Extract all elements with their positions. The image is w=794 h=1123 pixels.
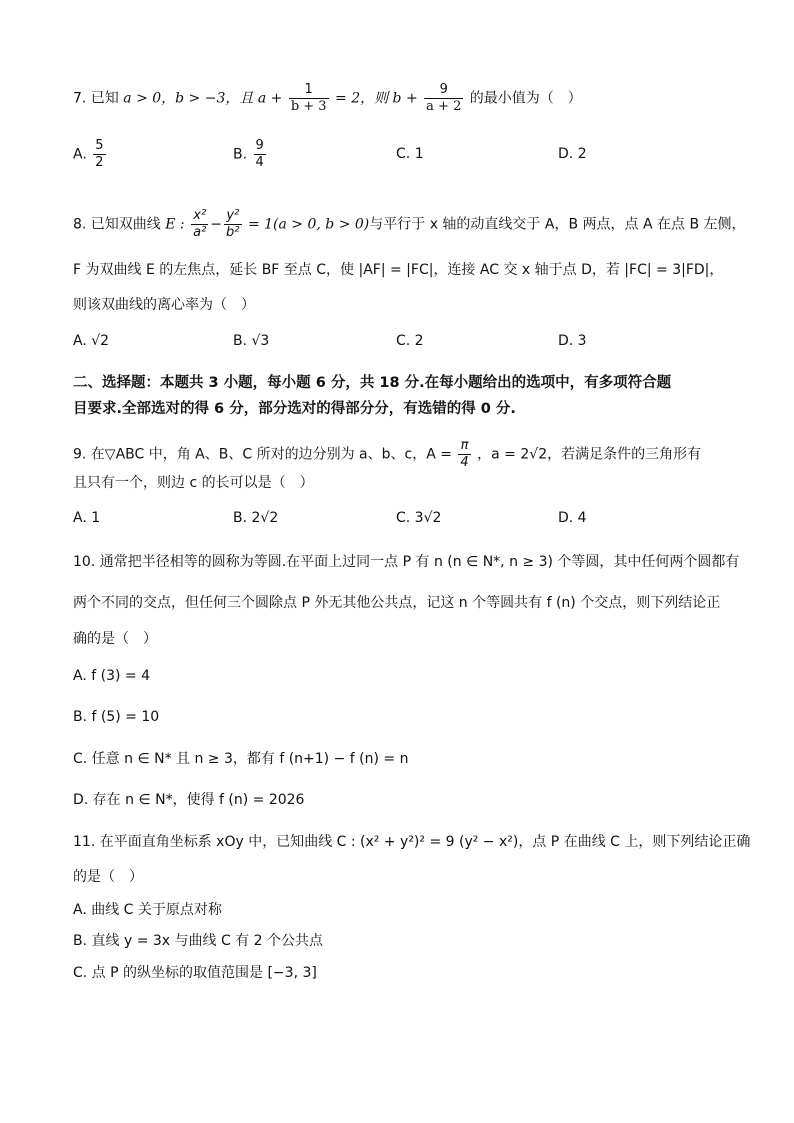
q7-opt-b-den: 4: [255, 155, 264, 170]
q8-frac2-num: y²: [224, 208, 241, 225]
q7-fraction-1: [289, 82, 329, 115]
q9-option-b: B. 2√2: [233, 510, 279, 526]
q8-pre: 8. 已知双曲线: [73, 216, 161, 233]
q7-option-a: [73, 138, 108, 171]
q7-opt-a-den: 2: [95, 155, 104, 170]
q9-option-d: D. 4: [558, 510, 587, 526]
q9-line-1: [73, 438, 701, 471]
q7-fraction-2: [424, 82, 463, 115]
q9-frac-den: 4: [460, 455, 469, 470]
q7-condition-2: = 2，则 b +: [335, 90, 418, 107]
q7-opt-b-num: 9: [255, 138, 264, 153]
q8-post: 与平行于 x 轴的动直线交于 A，B 两点，点 A 在点 B 左侧，: [369, 216, 746, 233]
q8-frac1-num: x²: [191, 208, 208, 225]
q7-frac1-den: b + 3: [290, 99, 327, 114]
q11-option-a: A. 曲线 C 关于原点对称: [73, 902, 222, 918]
q8-frac2-den: b²: [226, 225, 240, 240]
q7-stem-post: 的最小值为（ ）: [469, 90, 582, 107]
section-2-line-2: 目要求.全部选对的得 6 分，部分选对的得部分分，有选错的得 0 分.: [73, 401, 516, 417]
q10-option-a: A. f (3) = 4: [73, 668, 150, 684]
q7-opt-a-num: 5: [95, 138, 104, 153]
section-2-line-1: 二、选择题：本题共 3 小题，每小题 6 分，共 18 分.在每小题给出的选项中，有多项符合题: [73, 375, 672, 391]
q8-line-2: F 为双曲线 E 的左焦点，延长 BF 至点 C，使 |AF| = |FC|，连接 AC 交 x 轴于点 D，若 |FC| = 3|FD|，: [73, 262, 724, 278]
q10-option-d: D. 存在 n ∈ N*，使得 f (n) = 2026: [73, 792, 305, 808]
q9-option-a: A. 1: [73, 510, 101, 526]
q11-option-c: C. 点 P 的纵坐标的取值范围是 [−3, 3]: [73, 965, 317, 981]
q7-option-c: [396, 146, 424, 162]
q7-opt-a-label: A.: [73, 146, 87, 163]
q10-option-b: B. f (5) = 10: [73, 709, 160, 725]
q10-line-1: 10. 通常把半径相等的圆称为等圆.在平面上过同一点 P 有 n (n ∈ N*, n ≥ 3) 个等圆，其中任何两个圆都有: [73, 554, 740, 570]
q7-opt-b-label: B.: [233, 146, 248, 163]
q7-opt-d-text: 2: [577, 146, 587, 162]
q9-option-c: C. 3√2: [396, 510, 442, 526]
section-2-heading: [73, 370, 733, 422]
q11-option-b: B. 直线 y = 3x 与曲线 C 有 2 个公共点: [73, 933, 323, 949]
q8-equation: = 1(a > 0, b > 0): [247, 216, 370, 233]
q7-option-d: [558, 146, 587, 162]
q11-line-1: 11. 在平面直角坐标系 xOy 中，已知曲线 C : (x² + y²)² = 9 (y² − x²)，点 P 在曲线 C 上，则下列结论正确: [73, 834, 751, 850]
q7-frac1-num: 1: [289, 82, 329, 99]
q7-frac2-num: 9: [424, 82, 463, 99]
q10-line-3: 确的是（ ）: [73, 631, 157, 647]
q7-frac2-den: a + 2: [426, 99, 462, 114]
q7-stem-pre: 7. 已知: [73, 90, 119, 107]
q8-option-c: C. 2: [396, 333, 424, 349]
q8-frac1-den: a²: [193, 225, 207, 240]
q8-minus: −: [210, 216, 223, 233]
q10-line-2: 两个不同的交点，但任何三个圆除点 P 外无其他公共点，记这 n 个等圆共有 f (n) 个交点，则下列结论正: [73, 595, 721, 611]
q8-option-b: B. √3: [233, 333, 270, 349]
q8-option-d: D. 3: [558, 333, 587, 349]
q9-pre: 9. 在▽ABC 中，角 A、B、C 所对的边分别为 a、b、c，A =: [73, 446, 452, 463]
q7-condition: a > 0，b > −3，且 a +: [123, 90, 283, 107]
q8-curve-name: E :: [165, 216, 185, 233]
q9-line-2: 且只有一个，则边 c 的长可以是（ ）: [73, 475, 314, 491]
q9-post: ，a = 2√2，若满足条件的三角形有: [477, 446, 702, 463]
q7-stem: [73, 82, 582, 115]
q10-option-c: C. 任意 n ∈ N* 且 n ≥ 3，都有 f (n+1) − f (n) = n: [73, 751, 409, 767]
q9-frac-num: π: [458, 438, 470, 455]
q7-opt-c-text: 1: [414, 146, 424, 162]
q7-opt-c-label: C.: [396, 146, 411, 162]
q8-line-3: 则该双曲线的离心率为（ ）: [73, 297, 255, 313]
q7-opt-d-label: D.: [558, 146, 574, 162]
q8-option-a: A. √2: [73, 333, 110, 349]
q7-option-b: [233, 138, 268, 171]
q8-line-1: [73, 208, 746, 241]
q11-line-2: 的是（ ）: [73, 869, 143, 885]
